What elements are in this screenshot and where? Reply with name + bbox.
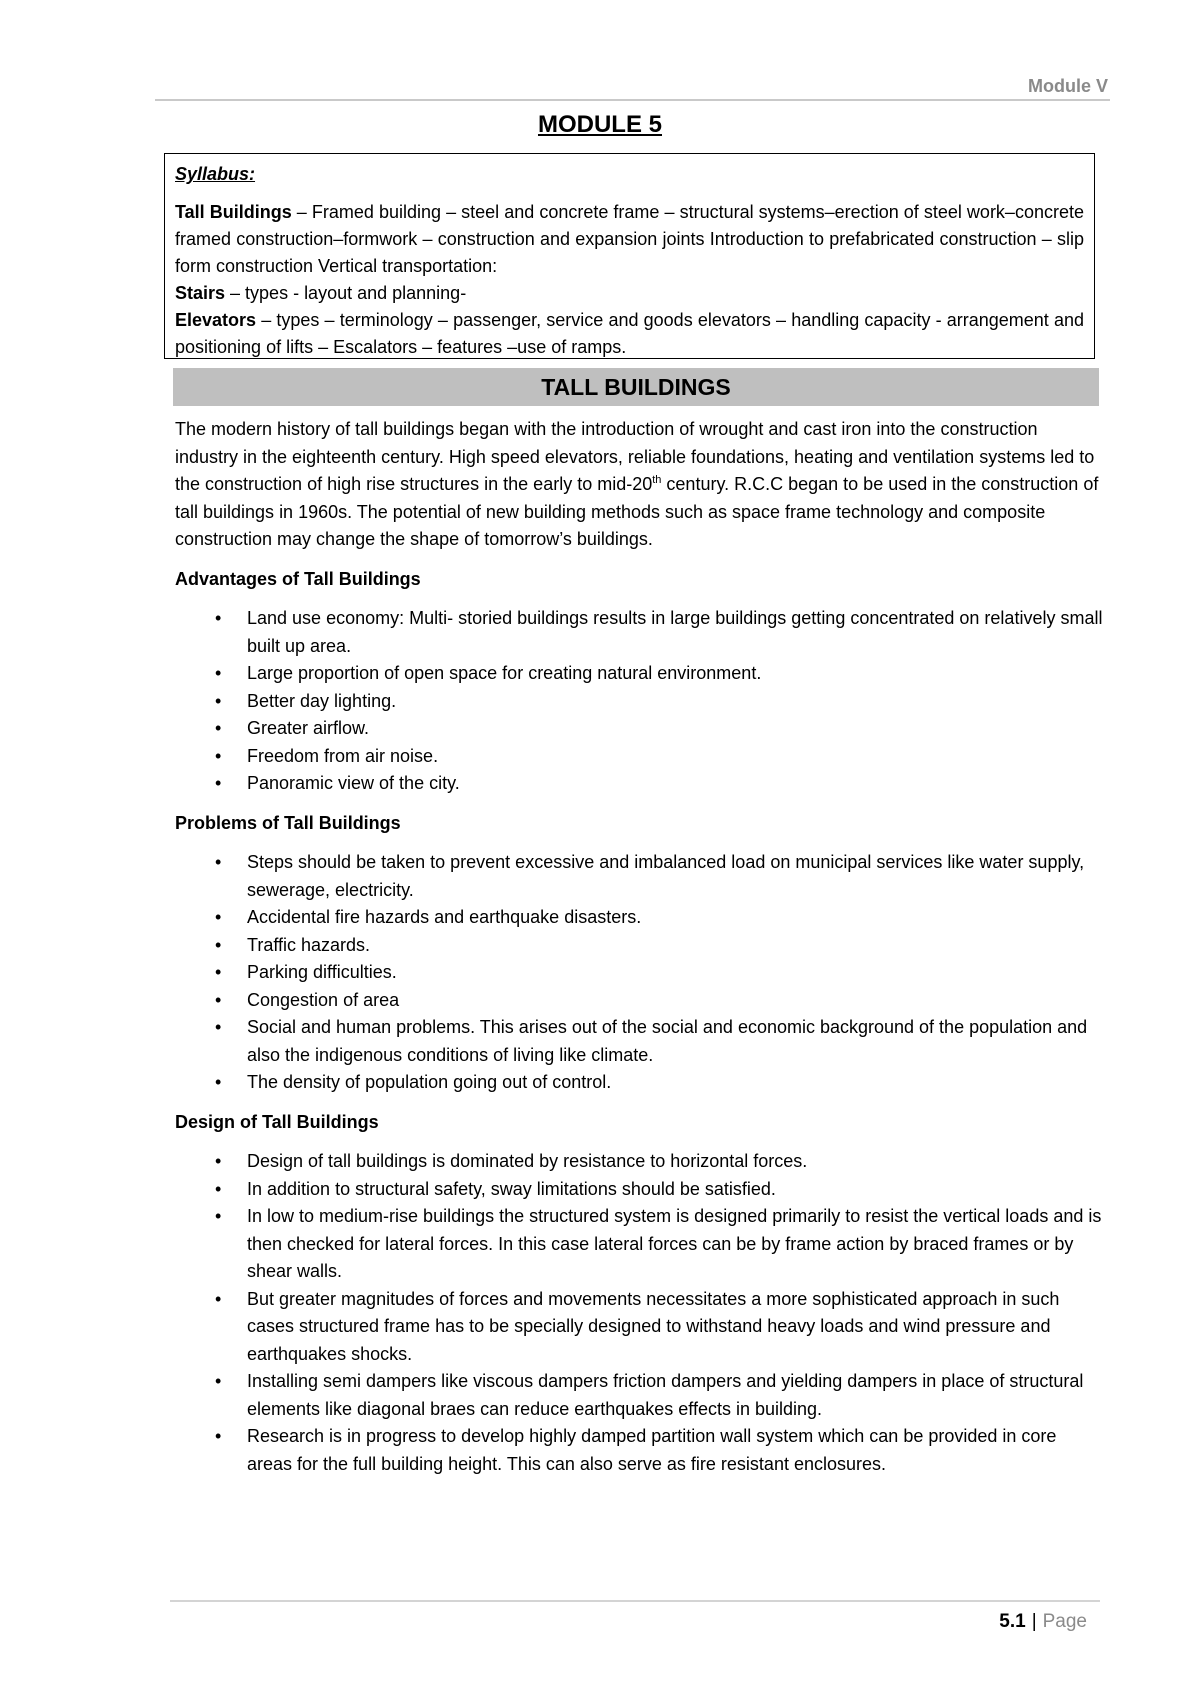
list-item — [175, 1069, 1105, 1097]
list-item-text: Greater airflow. — [247, 718, 370, 738]
bullet-icon: • — [215, 1017, 222, 1037]
list-item-text: Large proportion of open space for creating natural environment. — [247, 663, 762, 683]
bullet-icon: • — [215, 608, 222, 628]
list-item-text: Freedom from air noise. — [247, 745, 439, 766]
page-number: 5.1 — [999, 1611, 1026, 1632]
bullet-icon: • — [215, 1426, 222, 1446]
list-item — [175, 770, 1105, 798]
list-item-text: The density of population going out of control. — [247, 1072, 612, 1092]
syllabus-stairs — [175, 280, 1084, 307]
list-item-text: Installing semi dampers like viscous dampers friction dampers and yielding dampers in place of structural elements like diagonal braes can reduce earthquakes effects in building. — [247, 1371, 1084, 1419]
bullet-icon: • — [215, 962, 222, 982]
list-item-text: Panoramic view of the city. — [247, 773, 460, 793]
list-item — [175, 1176, 1105, 1204]
list-item-text: But greater magnitudes of forces and movements necessitates a more sophisticated approach in such cases structured frame has to be specially designed to withstand heavy loads and wind pressure and earthquakes shocks. — [247, 1288, 1060, 1364]
bullet-icon: • — [215, 1206, 222, 1226]
bullet-icon: • — [215, 745, 222, 766]
list-item-text: Better day lighting. — [247, 690, 397, 711]
syllabus-heading: Syllabus: — [175, 164, 256, 184]
syllabus-tall-text: – Framed building – steel and concrete frame – structural systems–erection of steel work–concrete framed construction–formwork – construction and expansion joints Introduction to prefabricated construction – slip form construction Vertical transportation: — [175, 202, 1084, 276]
section-heading: TALL BUILDINGS — [173, 368, 1099, 406]
list-item-text: Design of tall buildings is dominated by resistance to horizontal forces. — [247, 1151, 808, 1171]
bullet-icon: • — [215, 1371, 222, 1391]
bullet-icon: • — [215, 1072, 222, 1092]
list-item — [175, 932, 1105, 960]
syllabus-elevators-label: Elevators — [175, 310, 257, 330]
list-item-text: In low to medium-rise buildings the structured system is designed primarily to resist the vertical loads and is then checked for lateral forces. In this case lateral forces can be by frame action by braced frames or by shear walls. — [247, 1206, 1102, 1281]
list-item — [175, 1203, 1105, 1286]
list-item-text: Congestion of area — [247, 989, 400, 1010]
bullet-icon: • — [215, 773, 222, 793]
list-item — [175, 688, 1105, 716]
list-item — [175, 904, 1105, 932]
intro-text-b: century. R.C.C began to be used in the construction of tall buildings in 1960s. The potential of new building methods such as space frame technology and composite construction may change the shape of tomorrow’s buildings. — [175, 474, 1099, 549]
bullet-icon: • — [215, 934, 222, 955]
design-heading: Design of Tall Buildings — [175, 1111, 379, 1132]
list-item — [175, 743, 1105, 771]
bullet-icon: • — [215, 852, 222, 872]
main-content — [175, 416, 1105, 1478]
syllabus-box — [164, 153, 1095, 359]
list-item — [175, 715, 1105, 743]
bullet-icon: • — [215, 989, 222, 1010]
footer-divider — [170, 1600, 1100, 1602]
design-list — [175, 1148, 1105, 1478]
syllabus-elevators-text: – types – terminology – passenger, service and goods elevators – handling capacity - arrangement and positioning of lifts – Escalators – features –use of ramps. — [175, 310, 1084, 357]
list-item — [175, 987, 1105, 1015]
syllabus-stairs-text: – types - layout and planning- — [225, 283, 467, 303]
page-label: Page — [1042, 1611, 1087, 1632]
list-item — [175, 959, 1105, 987]
intro-text-a: The modern history of tall buildings began with the introduction of wrought and cast iron into the construction industry in the eighteenth century. High speed elevators, reliable foundations, heating and ventilation systems led to the construction of high rise structures in the early to mid-20 — [175, 419, 1095, 494]
syllabus-elevators — [175, 307, 1084, 361]
bullet-icon: • — [215, 663, 222, 683]
bullet-icon: • — [215, 1178, 222, 1199]
header-divider — [155, 99, 1110, 101]
list-item-text: Steps should be taken to prevent excessive and imbalanced load on municipal services like water supply, sewerage, electricity. — [247, 852, 1085, 900]
bullet-icon: • — [215, 718, 222, 738]
intro-paragraph — [175, 416, 1105, 554]
running-header: Module V — [1028, 76, 1108, 96]
bullet-icon: • — [215, 1288, 222, 1309]
list-item-text: Traffic hazards. — [247, 934, 371, 955]
list-item — [175, 660, 1105, 688]
list-item-text: Social and human problems. This arises out of the social and economic background of the population and also the indigenous conditions of living like climate. — [247, 1017, 1088, 1065]
list-item-text: Land use economy: Multi- storied buildings results in large buildings getting concentrated on relatively small built up area. — [247, 608, 1103, 656]
syllabus-tall-buildings — [175, 199, 1084, 280]
list-item — [175, 1423, 1105, 1478]
list-item — [175, 1148, 1105, 1176]
advantages-list — [175, 605, 1105, 798]
page-footer — [999, 1611, 1087, 1633]
syllabus-tall-label: Tall Buildings — [175, 202, 292, 222]
bullet-icon: • — [215, 690, 222, 711]
footer-separator: | — [1031, 1611, 1037, 1632]
list-item-text: Parking difficulties. — [247, 962, 397, 982]
problems-heading: Problems of Tall Buildings — [175, 812, 401, 833]
list-item-text: Research is in progress to develop highly damped partition wall system which can be provided in core areas for the full building height. This can also serve as fire resistant enclosures. — [247, 1426, 1057, 1474]
list-item-text: Accidental fire hazards and earthquake disasters. — [247, 907, 642, 927]
list-item — [175, 1368, 1105, 1423]
intro-superscript: th — [652, 474, 662, 486]
advantages-heading: Advantages of Tall Buildings — [175, 568, 421, 589]
bullet-icon: • — [215, 1151, 222, 1171]
syllabus-stairs-label: Stairs — [175, 283, 226, 303]
list-item-text: In addition to structural safety, sway limitations should be satisfied. — [247, 1178, 776, 1199]
problems-list — [175, 849, 1105, 1097]
module-title: MODULE 5 — [537, 111, 662, 138]
list-item — [175, 1014, 1105, 1069]
list-item — [175, 1286, 1105, 1369]
list-item — [175, 849, 1105, 904]
list-item — [175, 605, 1105, 660]
bullet-icon: • — [215, 907, 222, 927]
